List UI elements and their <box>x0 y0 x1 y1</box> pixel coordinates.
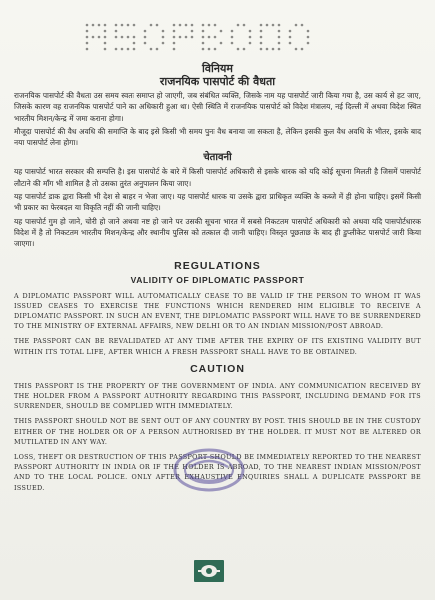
perforation-hole <box>173 24 176 27</box>
perforation-hole <box>289 42 292 45</box>
perforation-hole <box>202 30 205 33</box>
perforation-hole <box>278 48 281 51</box>
regulation-paragraph: A DIPLOMATIC PASSPORT WILL AUTOMATICALLY CEASE TO BE VALID IF THE PERSON TO WHOM IT WAS ISSUED CEASES TO EXERCISE THE FUNCTIONS WHICH RENDERED HIM ELIGIBLE TO RECEIVE A DIPLOMATIC PASSPORT. IN SUCH AN EVENT, THE DIPLOMATIC PASSPORT WILL HAVE TO BE SURRENDERED TO THE MINISTRY OF EXTERNAL AFFAIRS, NEW DELHI OR TO AN INDIAN MISSION/POST ABROAD. <box>14 291 421 331</box>
caution-paragraph: LOSS, THEFT OR DESTRUCTION OF THIS PASSPORT SHOULD BE IMMEDIATELY REPORTED TO THE NEAREST PASSPORT AUTHORITY IN INDIA OR IF THE HOLDER IS ABROAD, TO THE NEAREST INDIAN MISSION/POST AND TO THE LOCAL POLICE. ONLY AFTER EXHAUSTIVE ENQUIRIES SHALL A DUPLICATE PASSPORT BE ISSUED. <box>14 453 421 492</box>
perforation-hole <box>144 30 147 33</box>
perforation-hole <box>214 36 217 39</box>
caution-title: CAUTION <box>190 362 245 375</box>
perforation-hole <box>98 36 101 39</box>
perforation-hole <box>214 24 217 27</box>
perforation-hole <box>179 24 182 27</box>
perforation-hole <box>260 30 263 33</box>
perforation-hole <box>179 36 182 39</box>
perforation-hole <box>260 48 263 51</box>
perforation-hole <box>156 48 159 51</box>
perforation-hole <box>104 30 107 33</box>
perforation-hole <box>266 24 269 27</box>
perforation-hole <box>260 42 263 45</box>
perforation-hole <box>133 48 136 51</box>
perforation-hole <box>127 48 130 51</box>
perforation-hole <box>121 24 124 27</box>
perforation-hole <box>208 24 211 27</box>
hindi-caution-paragraph: यह पासपोर्ट डाक द्वारा किसी भी देश से बाहर न भेजा जाए। यह पासपोर्ट धारक या उसके द्वारा प्राधिकृत व्यक्ति के कब्जे में ही होना चाहिए। इसमें किसी भी प्रकार का फेरबदल या विकृति नहीं की जानी चाहिए। <box>14 192 421 213</box>
perforation-hole <box>307 42 310 45</box>
perforation-hole <box>144 36 147 39</box>
regulations-subtitle: VALIDITY OF DIPLOMATIC PASSPORT <box>130 274 305 285</box>
perforation-hole <box>278 30 281 33</box>
hindi-caution-paragraph: यह पासपोर्ट भारत सरकार की सम्पत्ति है। इस पासपोर्ट के बारे में किसी पासपोर्ट अधिकारी से इसके धारक को यदि कोई सूचना मिलती है जिसमें पासपोर्ट लौटाने की माँग भी शामिल है तो उसका तुरंत अनुपालन किया जाए। <box>14 167 421 188</box>
perforation-hole <box>86 24 89 27</box>
perforated-number <box>85 22 320 52</box>
perforation-hole <box>104 42 107 45</box>
perforation-hole <box>156 24 159 27</box>
perforation-hole <box>121 36 124 39</box>
perforation-hole <box>92 36 95 39</box>
perforation-hole <box>295 24 298 27</box>
chip-emblem-icon <box>194 560 224 582</box>
perforation-hole <box>92 24 95 27</box>
perforation-hole <box>266 48 269 51</box>
perforation-hole <box>115 30 118 33</box>
perforation-hole <box>307 30 310 33</box>
caution-paragraph: THIS PASSPORT SHOULD NOT BE SENT OUT OF ANY COUNTRY BY POST. THIS SHOULD BE IN THE CUSTODY EITHER OF THE HOLDER OR OF A PERSON AUTHORISED BY THE HOLDER. IT MUST NOT BE ALTERED OR MUTILATED IN ANY WAY. <box>14 417 421 446</box>
perforation-hole <box>220 30 223 33</box>
perforation-hole <box>104 24 107 27</box>
hindi-title: विनियम <box>202 62 233 75</box>
hindi-paragraph: राजनयिक पासपोर्ट की वैधता उस समय स्वतः समाप्त हो जाएगी, जब संबंधित व्यक्ति, जिसके नाम यह पासपोर्ट जारी किया गया है, उस कार्य से हट जाए, जिसके कारण वह राजनयिक पासपोर्ट पाने का अधिकारी हुआ था। ऐसी स्थिति में राजनयिक पासपोर्ट को विदेश मंत्रालय, नई दिल्ली में अथवा विदेश स्थित भारतीय मिशन/केन्द्र में जमा कराना होगा। <box>14 91 421 123</box>
perforation-hole <box>86 48 89 51</box>
perforation-hole <box>249 42 252 45</box>
perforation-hole <box>208 48 211 51</box>
perforation-hole <box>133 42 136 45</box>
perforation-hole <box>301 24 304 27</box>
perforation-hole <box>162 42 165 45</box>
perforation-hole <box>202 36 205 39</box>
perforation-hole <box>191 30 194 33</box>
perforation-hole <box>173 30 176 33</box>
perforation-hole <box>150 48 153 51</box>
perforation-hole <box>249 36 252 39</box>
perforation-hole <box>115 36 118 39</box>
perforation-hole <box>260 36 263 39</box>
perforation-hole <box>86 42 89 45</box>
perforation-hole <box>173 48 176 51</box>
perforation-hole <box>301 48 304 51</box>
perforation-hole <box>104 36 107 39</box>
perforation-hole <box>191 36 194 39</box>
perforation-hole <box>173 36 176 39</box>
perforation-hole <box>162 30 165 33</box>
perforation-hole <box>144 42 147 45</box>
perforation-hole <box>86 30 89 33</box>
perforation-hole <box>237 48 240 51</box>
perforation-hole <box>278 24 281 27</box>
perforation-hole <box>202 48 205 51</box>
perforation-hole <box>237 24 240 27</box>
perforation-hole <box>121 48 124 51</box>
perforation-hole <box>278 42 281 45</box>
perforation-hole <box>220 42 223 45</box>
perforation-hole <box>86 36 89 39</box>
perforation-hole <box>272 48 275 51</box>
perforation-hole <box>231 42 234 45</box>
perforation-hole <box>133 24 136 27</box>
hindi-subtitle: राजनयिक पासपोर्ट की वैधता <box>159 75 276 88</box>
perforation-hole <box>307 36 310 39</box>
regulations-title: REGULATIONS <box>174 259 261 272</box>
perforation-hole <box>191 24 194 27</box>
perforation-hole <box>115 24 118 27</box>
perforation-hole <box>127 36 130 39</box>
perforation-hole <box>208 36 211 39</box>
perforation-hole <box>214 48 217 51</box>
regulation-paragraph: THE PASSPORT CAN BE REVALIDATED AT ANY TIME AFTER THE EXPIRY OF ITS EXISTING VALIDITY BUT WITHIN ITS TOTAL LIFE, AFTER WHICH A FRESH PASSPORT SHALL HAVE TO BE OBTAINED. <box>14 337 421 356</box>
page-content <box>14 62 421 493</box>
perforation-hole <box>231 30 234 33</box>
perforation-hole <box>243 48 246 51</box>
perforation-hole <box>272 24 275 27</box>
perforation-hole <box>104 48 107 51</box>
perforation-hole <box>202 42 205 45</box>
perforation-hole <box>231 36 234 39</box>
perforation-hole <box>249 30 252 33</box>
perforation-hole <box>185 36 188 39</box>
perforation-hole <box>150 24 153 27</box>
perforation-hole <box>127 24 130 27</box>
perforation-hole <box>185 24 188 27</box>
perforation-hole <box>278 36 281 39</box>
perforation-hole <box>173 42 176 45</box>
caution-paragraph: THIS PASSPORT IS THE PROPERTY OF THE GOVERNMENT OF INDIA. ANY COMMUNICATION RECEIVED BY THE HOLDER FROM A PASSPORT AUTHORITY REGARDING THIS PASSPORT, INCLUDING DEMAND FOR ITS SURRENDER, SHOULD BE COMPLIED WITH IMMEDIATELY. <box>14 381 421 411</box>
perforation-hole <box>289 36 292 39</box>
hindi-paragraph: मौजूदा पासपोर्ट की वैध अवधि की समाप्ति के बाद इसे किसी भी समय पुनः वैध बनाया जा सकता है, लेकिन इसकी कुल वैध अवधि के भीतर, इसके बाद नया पासपोर्ट लेना होगा। <box>14 126 421 148</box>
perforation-hole <box>202 24 205 27</box>
perforation-hole <box>295 48 298 51</box>
perforation-hole <box>260 24 263 27</box>
perforation-hole <box>98 24 101 27</box>
perforation-hole <box>289 30 292 33</box>
perforation-hole <box>115 48 118 51</box>
perforation-hole <box>162 36 165 39</box>
perforation-hole <box>243 24 246 27</box>
perforation-hole <box>133 36 136 39</box>
hindi-caution-title: चेतावनी <box>203 152 232 164</box>
hindi-caution-paragraph: यह पासपोर्ट गुम हो जाने, चोरी हो जाने अथवा नष्ट हो जाने पर उसकी सूचना भारत में सबसे निकटतम पासपोर्ट अधिकारी को अथवा यदि पासपोर्टधारक विदेश में है तो निकटतम भारतीय मिशन/केन्द्र और स्थानीय पुलिस को तत्काल दी जानी चाहिए। विस्तृत पूछताछ के बाद ही डुप्लीकेट पासपोर्ट जारी किया जाएगा। <box>14 216 421 249</box>
